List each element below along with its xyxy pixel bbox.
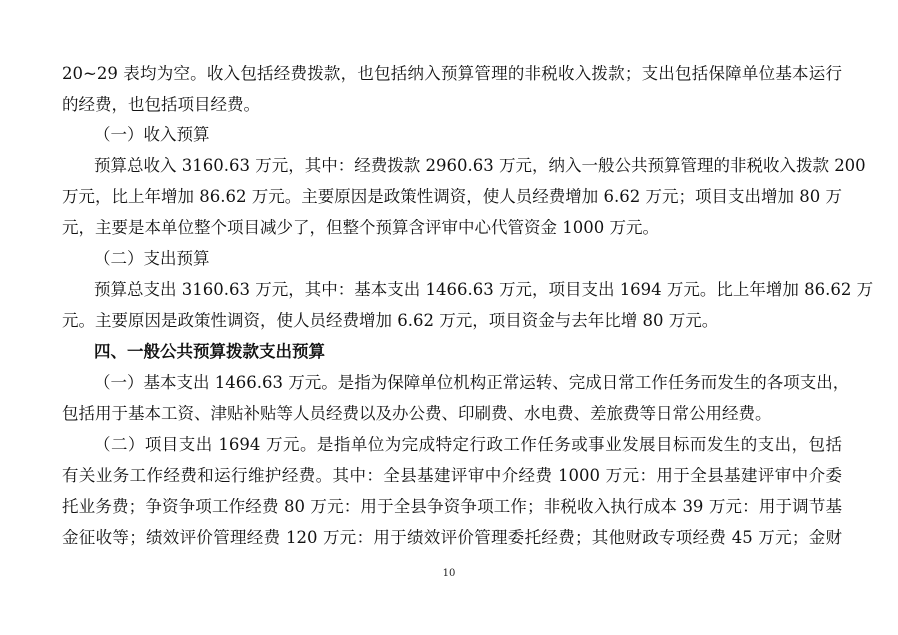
section-heading-expenditure-budget: （二）支出预算 <box>94 249 210 268</box>
paragraph-line-16: 金征收等；绩效评价管理经费 120 万元：用于绩效评价管理委托经费；其他财政专项经费 45 万元；金财 <box>62 528 842 547</box>
section-heading-general-public-budget: 四、一般公共预算拨款支出预算 <box>94 342 325 361</box>
section-heading-income-budget: （一）收入预算 <box>94 125 210 144</box>
paragraph-line-1: 20~29 表均为空。收入包括经费拨款，也包括纳入预算管理的非税收入拨款；支出包括保障单位基本运行 <box>62 64 842 83</box>
paragraph-line-2: 的经费，也包括项目经费。 <box>62 95 260 114</box>
paragraph-line-9: 元。主要原因是政策性调资，使人员经费增加 6.62 万元，项目资金与去年比增 80 万元。 <box>62 311 719 330</box>
paragraph-line-6: 元，主要是本单位整个项目减少了，但整个预算含评审中心代管资金 1000 万元。 <box>62 218 659 237</box>
paragraph-line-11: （一）基本支出 1466.63 万元。是指为保障单位机构正常运转、完成日常工作任务而发生的各项支出， <box>94 373 850 392</box>
paragraph-line-13: （二）项目支出 1694 万元。是指单位为完成特定行政工作任务或事业发展目标而发生的支出，包括 <box>94 435 842 454</box>
paragraph-line-8: 预算总支出 3160.63 万元，其中：基本支出 1466.63 万元，项目支出 1694 万元。比上年增加 86.62 万 <box>94 280 874 299</box>
paragraph-line-4: 预算总收入 3160.63 万元，其中：经费拨款 2960.63 万元，纳入一般公共预算管理的非税收入拨款 200 <box>94 156 866 175</box>
paragraph-line-5: 万元，比上年增加 86.62 万元。主要原因是政策性调资，使人员经费增加 6.62 万元；项目支出增加 80 万 <box>62 187 842 206</box>
paragraph-line-14: 有关业务工作经费和运行维护经费。其中：全县基建评审中介经费 1000 万元：用于全县基建评审中介委 <box>62 466 842 485</box>
paragraph-line-12: 包括用于基本工资、津贴补贴等人员经费以及办公费、印刷费、水电费、差旅费等日常公用经费。 <box>62 404 772 423</box>
page-number: 10 <box>442 568 456 579</box>
paragraph-line-15: 托业务费；争资争项工作经费 80 万元：用于全县争资争项工作；非税收入执行成本 39 万元：用于调节基 <box>62 497 842 516</box>
